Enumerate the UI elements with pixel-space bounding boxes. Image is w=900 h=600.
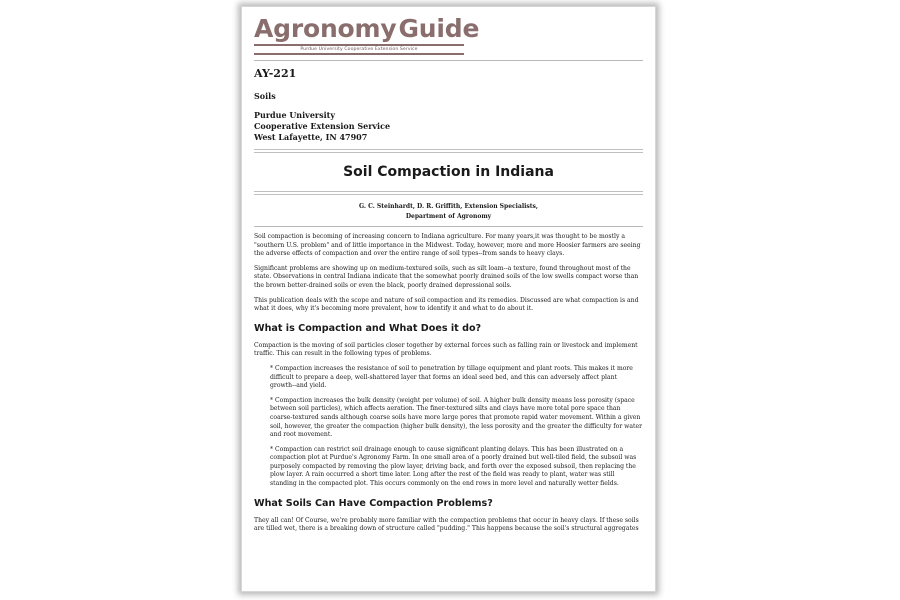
logo-subtitle: Purdue University Cooperative Extension Service: [300, 47, 418, 52]
divider: [254, 60, 643, 61]
publication-section: Soils: [254, 91, 276, 101]
address-line: Purdue University: [254, 110, 336, 120]
publication-code: AY-221: [254, 67, 297, 80]
author-names: G. C. Steinhardt, D. R. Griffith, Extension Specialists,: [358, 203, 539, 210]
section-heading: What is Compaction and What Does it do?: [254, 322, 482, 334]
bullet-paragraph: * Compaction increases the bulk density (weight per volume) of soil. A higher bulk density means less porosity (space between soil particles), which affects aeration. The finer-textured silts and clays have more total pore space than coarse-textured sands although coarse soils have more large pores that promote rapid water movement. Within a given soil, however, the greater the compaction (higher bulk density), the less porosity and the greater the difficulty for water and root movement.: [270, 396, 643, 439]
divider: [254, 226, 643, 227]
agronomy-guide-logo: [254, 14, 480, 55]
document-page: [241, 6, 656, 592]
paragraph: Soil compaction is becoming of increasing concern to Indiana agriculture. For many years,it was thought to be mostly a "southern U.S. problem" and of little importance in the Midwest. Today, however, more and more Hoosier farmers are seeing the adverse effects of compaction and over the entire range of soil types--from sands to heavy clays.: [254, 233, 641, 258]
paragraph: They all can! Of Course, we're probably more familiar with the compaction problems that occur in heavy clays. If these soils are tilled wet, there is a breaking down of structure called "pudding." This happens because the soil's structural aggregates: [254, 516, 639, 533]
logo-rule-bottom: [254, 53, 464, 55]
paragraph: This publication deals with the scope and nature of soil compaction and its remedies. Discussed are what compaction is and what it does, why it's becoming more prevalent, how to identify it and what to do about it.: [254, 296, 639, 313]
page-content: [254, 15, 643, 534]
author-department: Department of Agronomy: [405, 213, 492, 220]
address-line: Cooperative Extension Service: [254, 121, 391, 131]
address-line: West Lafayette, IN 47907: [254, 132, 368, 142]
section-heading: What Soils Can Have Compaction Problems?: [254, 497, 493, 509]
document-title: Soil Compaction in Indiana: [343, 164, 554, 180]
paragraph: Significant problems are showing up on medium-textured soils, such as silt loam--a texture, found throughout most of the state. Observations in central Indiana indicate that the somewhat poorly drained soils of the low swells compact worse than the brown better-drained soils or even the black, poorly drained depressional soils.: [254, 264, 639, 289]
logo-wordmark: [254, 14, 480, 43]
double-divider: [254, 149, 643, 153]
logo-word-guide: Guide: [398, 14, 480, 43]
logo-word-agronomy: Agronomy: [254, 14, 397, 43]
paragraph: Compaction is the moving of soil particles closer together by external forces such as falling rain or livestock and implement traffic. This can result in the following types of problems.: [254, 341, 638, 358]
bullet-paragraph: * Compaction can restrict soil drainage enough to cause significant planting delays. This has been illustrated on a compaction plot at Purdue's Agronomy Farm. In one small area of a poorly drained but well-tiled field, the subsoil was purposely compacted by removing the plow layer, driving back, and forth over the exposed subsoil, then replacing the plow layer. A rain occurred a short time later. Long after the rest of the field was ready to plant, water was still standing in the compacted plot. This occurs commonly on the end rows in more level and naturally wetter fields.: [270, 445, 637, 488]
publisher-address: [254, 110, 643, 143]
bullet-paragraph: * Compaction increases the resistance of soil to penetration by tillage equipment and plant roots. This makes it more difficult to prepare a deep, well-shattered layer that forms an ideal seed bed, and this can adversely affect plant growth--and yield.: [270, 364, 633, 390]
author-block: [254, 202, 643, 222]
double-divider: [254, 191, 643, 195]
